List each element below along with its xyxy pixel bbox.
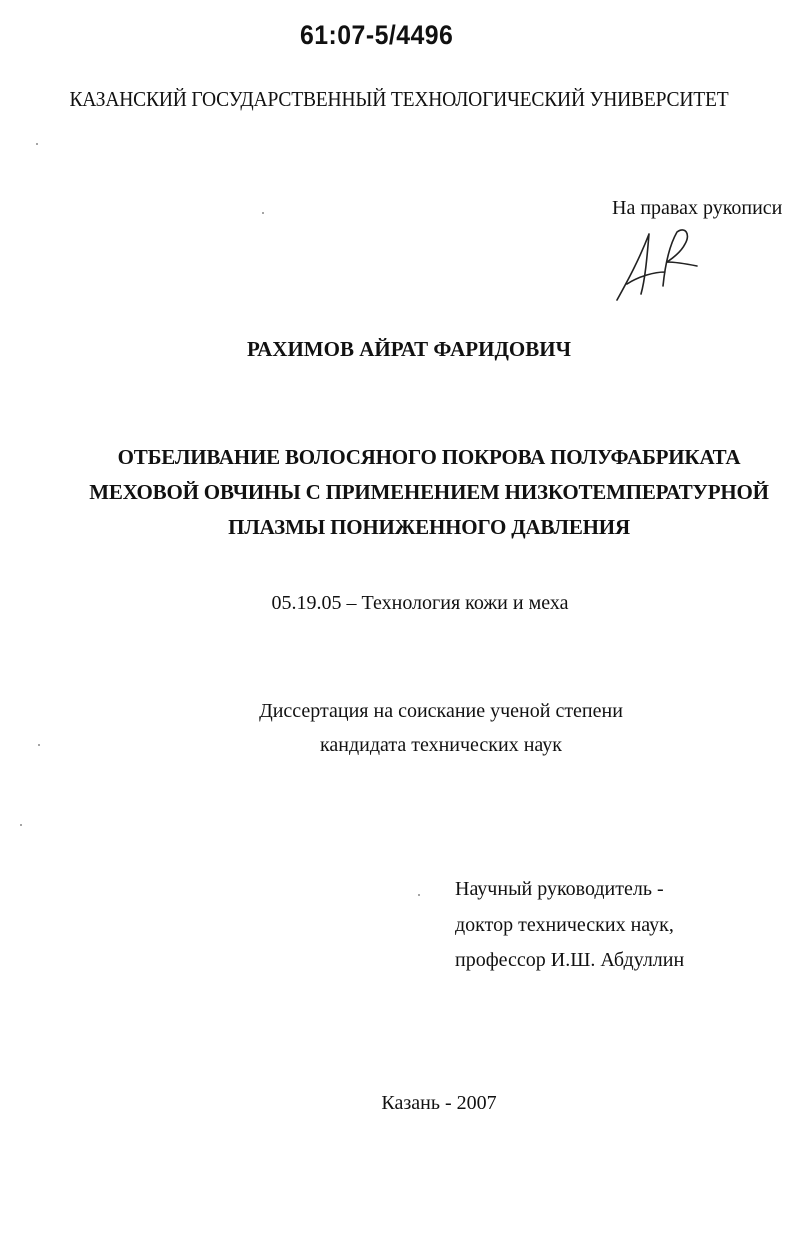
degree-line-1: Диссертация на соискание ученой степени (259, 700, 623, 722)
degree-line-2: кандидата технических наук (319, 734, 563, 756)
university-name: КАЗАНСКИЙ ГОСУДАРСТВЕННЫЙ ТЕХНОЛОГИЧЕСКИЙ УНИВЕРСИТЕТ (69, 87, 729, 111)
signature (605, 222, 705, 307)
manuscript-rights-note: На правах рукописи (612, 197, 783, 219)
city-and-year: Казань - 2007 (381, 1092, 497, 1114)
advisor-line-1: Научный руководитель - (455, 878, 664, 900)
specialty-code: 05.19.05 – Технология кожи и меха (271, 592, 569, 614)
shelf-mark: 61:07-5/4496 (300, 20, 454, 50)
scan-speck (262, 212, 264, 214)
dissertation-title-line-1: ОТБЕЛИВАНИЕ ВОЛОСЯНОГО ПОКРОВА ПОЛУФАБРИКАТА (117, 445, 741, 469)
dissertation-title-line-2: МЕХОВОЙ ОВЧИНЫ С ПРИМЕНЕНИЕМ НИЗКОТЕМПЕРАТУРНОЙ (89, 480, 769, 504)
advisor-line-3: профессор И.Ш. Абдуллин (455, 949, 685, 971)
advisor-line-2: доктор технических наук, (455, 914, 674, 936)
dissertation-title-line-3: ПЛАЗМЫ ПОНИЖЕННОГО ДАВЛЕНИЯ (228, 515, 630, 539)
scan-speck (20, 824, 22, 826)
scan-speck (418, 894, 420, 896)
scan-speck (38, 744, 40, 746)
scan-speck (36, 143, 38, 145)
author-name: РАХИМОВ АЙРАТ ФАРИДОВИЧ (246, 337, 571, 361)
